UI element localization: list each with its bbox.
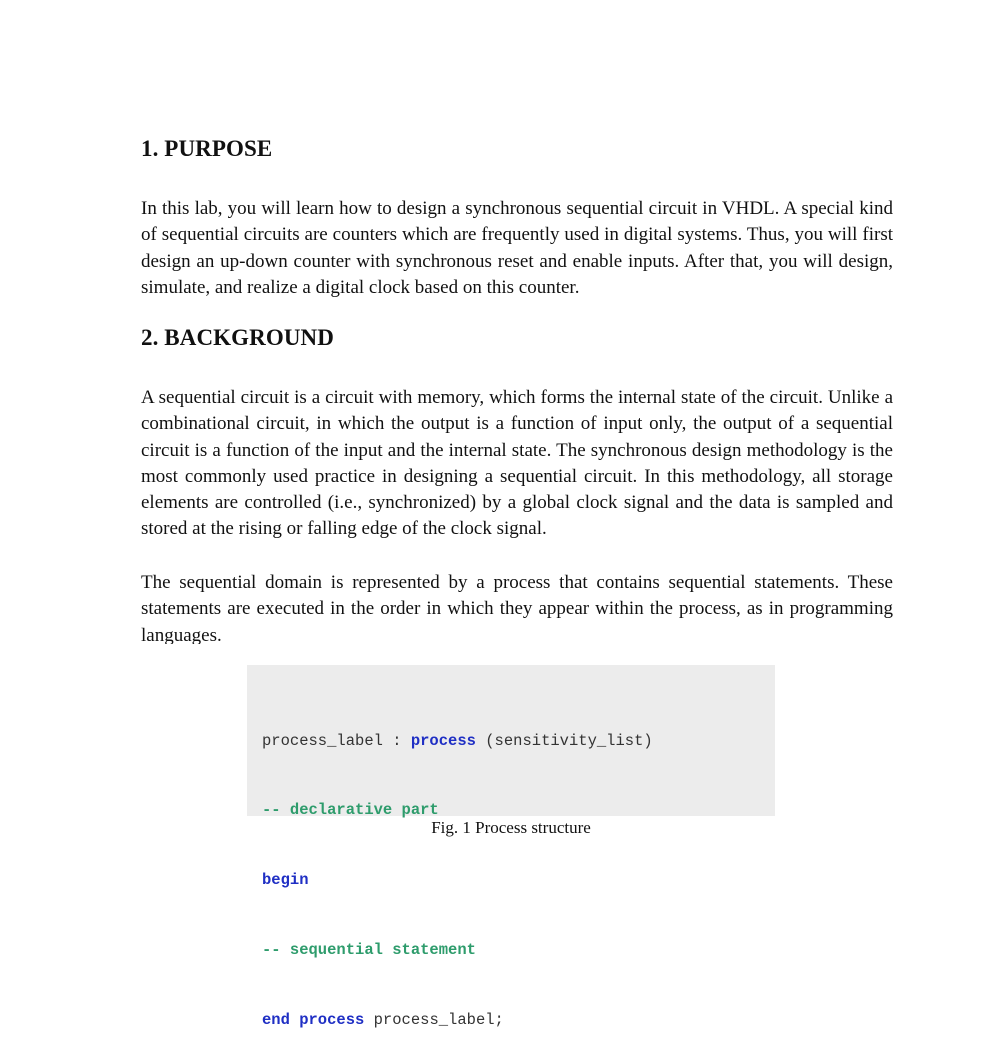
- code-line-1: [262, 730, 775, 753]
- figure-caption: Fig. 1 Process structure: [431, 818, 591, 837]
- code-keyword-process: process: [410, 731, 476, 750]
- code-line-5: [262, 1009, 775, 1032]
- code-keyword-begin: begin: [262, 871, 309, 890]
- section-heading-background: 2. BACKGROUND: [141, 325, 334, 350]
- code-sensitivity-list: (sensitivity_list): [475, 731, 653, 750]
- code-keyword-end-process: end process: [262, 1011, 365, 1030]
- code-comment-sequential: -- sequential statement: [262, 941, 476, 960]
- code-end-label: process_label;: [364, 1011, 504, 1030]
- code-line-3: [262, 869, 775, 892]
- code-line-4: [262, 939, 775, 962]
- purpose-paragraph: In this lab, you will learn how to design a synchronous sequential circuit in VHDL. A special kind of sequential circuits are counters which are frequently used in digital systems. Thus, you will first design an up-down counter with synchronous reset and enable inputs. After that, you will design, simulate, and realize a digital clock based on this counter.: [141, 198, 893, 298]
- background-paragraph-2: The sequential domain is represented by a process that contains sequential statements. These statements are executed in the order in which they appear within the process, as in programming languages.: [141, 572, 893, 644]
- code-separator: :: [382, 731, 411, 750]
- section-heading-purpose: 1. PURPOSE: [141, 136, 273, 161]
- code-process-label: process_label: [262, 731, 383, 750]
- background-paragraph-1: A sequential circuit is a circuit with memory, which forms the internal state of the circuit. Unlike a combinational circuit, in which the output is a function of input only, the output of a sequential circuit is a function of the input and the internal state. The synchronous design methodology is the most commonly used practice in designing a sequential circuit. In this methodology, all storage elements are controlled (i.e., synchronized) by a global clock signal and the data is sampled and stored at the rising or falling edge of the clock signal.: [141, 387, 893, 540]
- code-comment-declarative: -- declarative part: [262, 801, 439, 820]
